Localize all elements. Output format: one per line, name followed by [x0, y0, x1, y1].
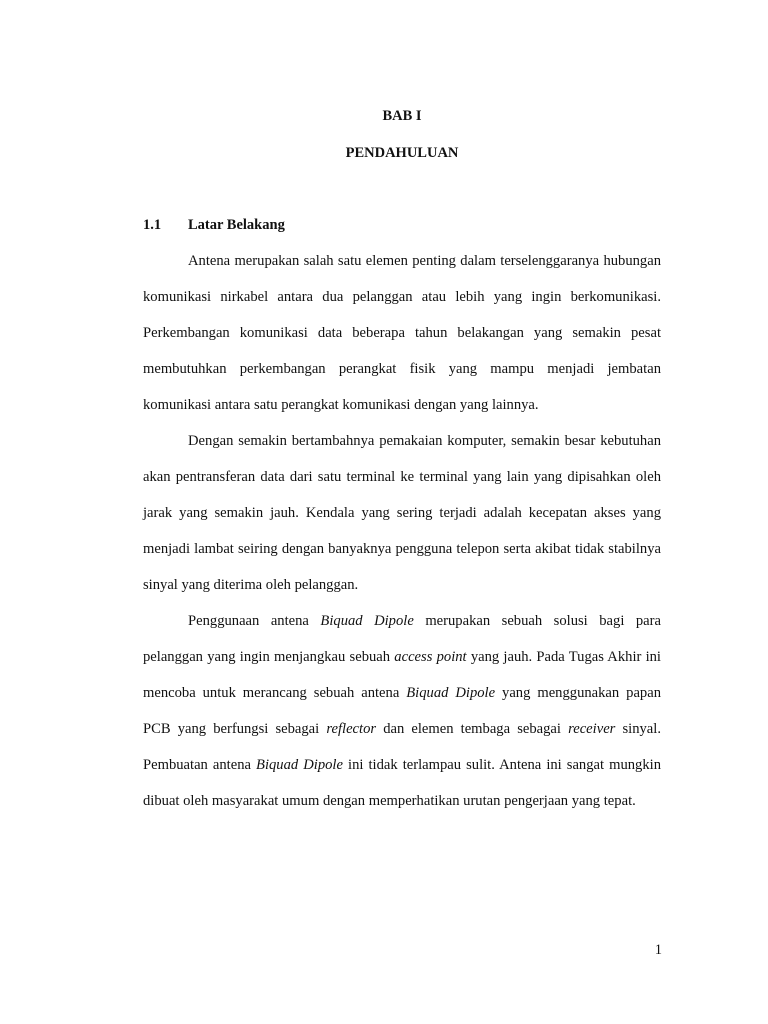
- text-run: Antena merupakan salah satu elemen penting dalam terselenggaranya hubungan komunikasi nirkabel antara dua pelanggan atau lebih yang ingin berkomunikasi. Perkembangan komunikasi data beberapa tahun belakangan yang semakin pesat membutuhkan perkembangan perangkat fisik yang mampu menjadi jembatan komunikasi antara satu perangkat komunikasi dengan yang lainnya.: [143, 253, 661, 413]
- text-run: Dengan semakin bertambahnya pemakaian komputer, semakin besar kebutuhan akan pentransferan data dari satu terminal ke terminal yang lain yang dipisahkan oleh jarak yang semakin jauh. Kendala yang sering terjadi adalah kecepatan akses yang menjadi lambat seiring dengan banyaknya pengguna telepon serta akibat tidak stabilnya sinyal yang diterima oleh pelanggan.: [143, 433, 661, 593]
- paragraph: [143, 423, 661, 603]
- paragraph: [143, 243, 661, 423]
- italic-term: Biquad Dipole: [256, 757, 343, 773]
- section-number: 1.1: [143, 217, 162, 233]
- text-run: yang menggunakan papan PCB yang berfungsi sebagai: [143, 685, 661, 737]
- chapter-number: BAB I: [382, 108, 422, 124]
- italic-term: Biquad Dipole: [320, 613, 414, 629]
- italic-term: Biquad Dipole: [406, 685, 496, 701]
- paragraph: [143, 603, 661, 819]
- italic-term: reflector: [326, 721, 377, 737]
- italic-term: access point: [394, 649, 467, 665]
- section-title: Latar Belakang: [188, 217, 285, 233]
- text-run: ini tidak terlampau sulit. Antena ini sangat mungkin dibuat oleh masyarakat umum dengan memperhatikan urutan pengerjaan yang tepat.: [143, 757, 661, 809]
- italic-term: receiver: [568, 721, 616, 737]
- body-text: [143, 243, 661, 819]
- text-run: merupakan sebuah solusi bagi para pelanggan yang ingin menjangkau sebuah: [143, 613, 661, 665]
- text-run: dan elemen tembaga sebagai: [376, 721, 569, 737]
- chapter-title: PENDAHULUAN: [345, 145, 459, 161]
- text-run: Penggunaan antena: [188, 613, 321, 629]
- text-run: yang jauh. Pada Tugas Akhir ini mencoba untuk merancang sebuah antena: [143, 649, 661, 701]
- text-run: sinyal. Pembuatan antena: [143, 721, 661, 773]
- page-number: 1: [654, 942, 662, 958]
- section-heading: [143, 217, 285, 234]
